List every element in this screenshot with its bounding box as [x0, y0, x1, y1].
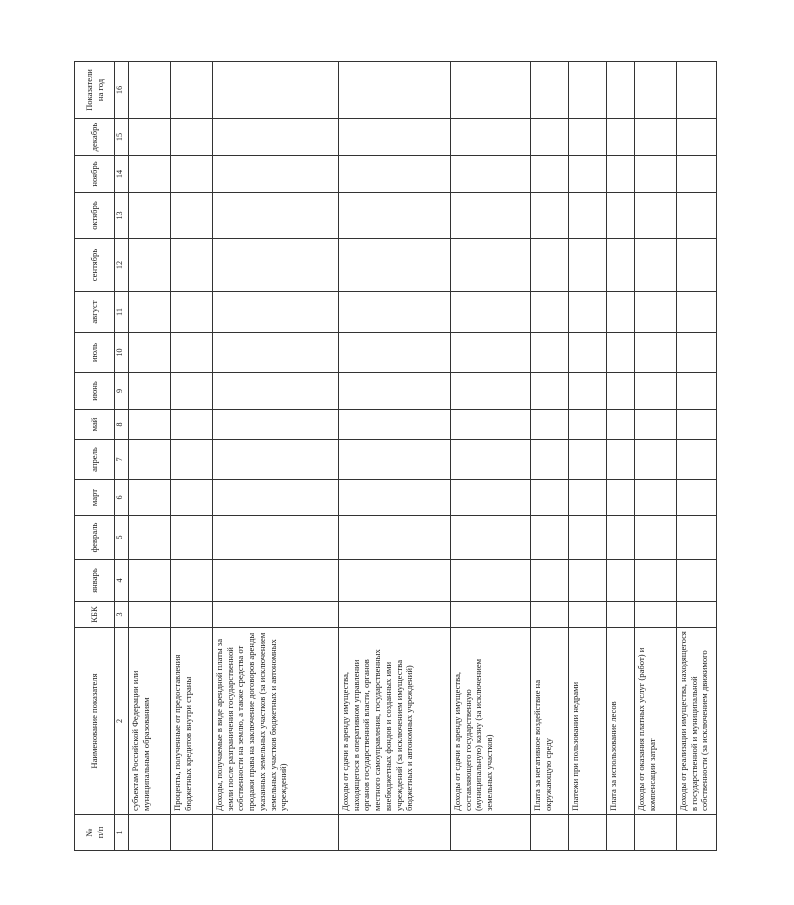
colnum: 10: [115, 333, 129, 373]
value-cell[interactable]: [339, 333, 451, 373]
value-cell[interactable]: [677, 292, 717, 333]
value-cell[interactable]: [129, 440, 171, 480]
header-month-oct: октябрь: [75, 193, 115, 239]
value-cell[interactable]: [171, 373, 213, 410]
value-cell[interactable]: [451, 239, 531, 292]
row-number-cell: [607, 815, 635, 851]
value-cell[interactable]: [213, 62, 339, 119]
value-cell[interactable]: [451, 333, 531, 373]
value-cell[interactable]: [129, 156, 171, 193]
value-cell[interactable]: [171, 239, 213, 292]
value-cell[interactable]: [129, 333, 171, 373]
colnum: 16: [115, 62, 129, 119]
table-row: [677, 62, 717, 851]
value-cell[interactable]: [129, 480, 171, 516]
value-cell[interactable]: [531, 333, 569, 373]
value-cell[interactable]: [129, 516, 171, 560]
header-name: Наименование показателя: [75, 628, 115, 815]
indicator-name-cell: Доходы от реализации имущества, находящегося в государственной и муниципальной собственности (за исключением движимого: [677, 628, 717, 815]
header-month-dec: декабрь: [75, 119, 115, 156]
rotated-table-container: [74, 62, 794, 851]
value-cell[interactable]: [531, 292, 569, 333]
header-month-jun: июнь: [75, 373, 115, 410]
value-cell[interactable]: [129, 410, 171, 440]
row-number-cell: [635, 815, 677, 851]
indicator-name-cell: Доходы, получаемые в виде арендной платы за земли после разграничения государственной собственности на землю, а также средства от продажи права на заключение договоров аренды указанных земельных участков (за исключением земельных участков бюджетных и автономных учреждений): [213, 628, 339, 815]
value-cell[interactable]: [677, 193, 717, 239]
colnum: 13: [115, 193, 129, 239]
value-cell[interactable]: [635, 193, 677, 239]
row-number-cell: [213, 815, 339, 851]
colnum: 12: [115, 239, 129, 292]
value-cell[interactable]: [635, 410, 677, 440]
value-cell[interactable]: [213, 560, 339, 602]
value-cell[interactable]: [569, 602, 607, 628]
table-row: [129, 62, 171, 851]
header-year: Показатели на год: [75, 62, 115, 119]
table-row: [339, 62, 451, 851]
row-number-cell: [129, 815, 171, 851]
colnum: 9: [115, 373, 129, 410]
value-cell[interactable]: [635, 373, 677, 410]
value-cell[interactable]: [171, 516, 213, 560]
value-cell[interactable]: [677, 156, 717, 193]
value-cell[interactable]: [635, 156, 677, 193]
value-cell[interactable]: [531, 410, 569, 440]
value-cell[interactable]: [569, 239, 607, 292]
indicator-name-cell: Платежи при пользовании недрами: [569, 628, 607, 815]
value-cell[interactable]: [129, 239, 171, 292]
colnum: 4: [115, 560, 129, 602]
value-cell[interactable]: [635, 119, 677, 156]
value-cell[interactable]: [129, 560, 171, 602]
value-cell[interactable]: [213, 156, 339, 193]
value-cell[interactable]: [339, 292, 451, 333]
value-cell[interactable]: [569, 480, 607, 516]
value-cell[interactable]: [569, 119, 607, 156]
value-cell[interactable]: [635, 516, 677, 560]
value-cell[interactable]: [451, 292, 531, 333]
colnum: 8: [115, 410, 129, 440]
value-cell[interactable]: [171, 480, 213, 516]
value-cell[interactable]: [129, 292, 171, 333]
value-cell[interactable]: [171, 560, 213, 602]
header-kbk: КБК: [75, 602, 115, 628]
value-cell[interactable]: [607, 193, 635, 239]
value-cell[interactable]: [171, 410, 213, 440]
value-cell[interactable]: [677, 62, 717, 119]
table-row: [451, 62, 531, 851]
value-cell[interactable]: [213, 193, 339, 239]
value-cell[interactable]: [339, 440, 451, 480]
value-cell[interactable]: [129, 62, 171, 119]
value-cell[interactable]: [607, 239, 635, 292]
value-cell[interactable]: [677, 440, 717, 480]
value-cell[interactable]: [531, 239, 569, 292]
value-cell[interactable]: [213, 602, 339, 628]
colnum: 1: [115, 815, 129, 851]
value-cell[interactable]: [213, 440, 339, 480]
table-row: [569, 62, 607, 851]
value-cell[interactable]: [451, 62, 531, 119]
value-cell[interactable]: [569, 62, 607, 119]
header-month-jul: июль: [75, 333, 115, 373]
value-cell[interactable]: [171, 440, 213, 480]
value-cell[interactable]: [607, 373, 635, 410]
value-cell[interactable]: [531, 516, 569, 560]
column-number-row: [115, 62, 129, 851]
value-cell[interactable]: [171, 119, 213, 156]
value-cell[interactable]: [569, 516, 607, 560]
value-cell[interactable]: [171, 602, 213, 628]
value-cell[interactable]: [677, 410, 717, 440]
value-cell[interactable]: [569, 560, 607, 602]
value-cell[interactable]: [213, 480, 339, 516]
value-cell[interactable]: [531, 119, 569, 156]
value-cell[interactable]: [339, 62, 451, 119]
value-cell[interactable]: [213, 119, 339, 156]
row-number-cell: [339, 815, 451, 851]
value-cell[interactable]: [451, 602, 531, 628]
header-month-nov: ноябрь: [75, 156, 115, 193]
table-row: [171, 62, 213, 851]
value-cell[interactable]: [339, 410, 451, 440]
header-num: № п/п: [75, 815, 115, 851]
value-cell[interactable]: [531, 193, 569, 239]
value-cell[interactable]: [607, 516, 635, 560]
header-month-aug: август: [75, 292, 115, 333]
value-cell[interactable]: [677, 119, 717, 156]
colnum: 6: [115, 480, 129, 516]
row-number-cell: [677, 815, 717, 851]
indicator-name-cell: Доходы от сдачи в аренду имущества, составляющего государственную (муниципальную) казну (за исключением земельных участков): [451, 628, 531, 815]
value-cell[interactable]: [339, 239, 451, 292]
row-number-cell: [569, 815, 607, 851]
value-cell[interactable]: [171, 193, 213, 239]
value-cell[interactable]: [213, 373, 339, 410]
value-cell[interactable]: [569, 156, 607, 193]
value-cell[interactable]: [677, 480, 717, 516]
value-cell[interactable]: [339, 602, 451, 628]
value-cell[interactable]: [607, 62, 635, 119]
value-cell[interactable]: [213, 239, 339, 292]
value-cell[interactable]: [677, 602, 717, 628]
colnum: 3: [115, 602, 129, 628]
value-cell[interactable]: [213, 292, 339, 333]
value-cell[interactable]: [129, 119, 171, 156]
value-cell[interactable]: [339, 373, 451, 410]
value-cell[interactable]: [129, 193, 171, 239]
table-row: [635, 62, 677, 851]
value-cell[interactable]: [451, 440, 531, 480]
value-cell[interactable]: [677, 239, 717, 292]
indicator-name-cell: Плата за негативное воздействие на окружающую среду: [531, 628, 569, 815]
header-month-apr: апрель: [75, 440, 115, 480]
colnum: 14: [115, 156, 129, 193]
value-cell[interactable]: [607, 410, 635, 440]
value-cell[interactable]: [213, 333, 339, 373]
header-month-sep: сентябрь: [75, 239, 115, 292]
value-cell[interactable]: [569, 292, 607, 333]
value-cell[interactable]: [635, 239, 677, 292]
budget-indicators-table: [74, 61, 717, 851]
indicator-name-cell: Доходы от сдачи в аренду имущества, находящегося в оперативном управлении органов государственной власти, органов местного самоуправления, государственных внебюджетных фондов и созданных ими учреждений (за исключением имущества бюджетных и автономных учреждений): [339, 628, 451, 815]
value-cell[interactable]: [635, 333, 677, 373]
value-cell[interactable]: [607, 602, 635, 628]
value-cell[interactable]: [635, 440, 677, 480]
table-body: [129, 62, 717, 851]
value-cell[interactable]: [171, 62, 213, 119]
row-number-cell: [171, 815, 213, 851]
value-cell[interactable]: [607, 119, 635, 156]
value-cell[interactable]: [531, 156, 569, 193]
value-cell[interactable]: [607, 156, 635, 193]
value-cell[interactable]: [607, 560, 635, 602]
value-cell[interactable]: [531, 480, 569, 516]
value-cell[interactable]: [677, 373, 717, 410]
value-cell[interactable]: [569, 333, 607, 373]
value-cell[interactable]: [677, 560, 717, 602]
value-cell[interactable]: [531, 373, 569, 410]
row-number-cell: [531, 815, 569, 851]
header-month-may: май: [75, 410, 115, 440]
value-cell[interactable]: [451, 480, 531, 516]
value-cell[interactable]: [569, 440, 607, 480]
colnum: 7: [115, 440, 129, 480]
value-cell[interactable]: [531, 560, 569, 602]
value-cell[interactable]: [635, 62, 677, 119]
value-cell[interactable]: [607, 440, 635, 480]
value-cell[interactable]: [635, 480, 677, 516]
indicator-name-cell: Плата за использование лесов: [607, 628, 635, 815]
value-cell[interactable]: [451, 410, 531, 440]
value-cell[interactable]: [451, 193, 531, 239]
value-cell[interactable]: [339, 156, 451, 193]
table-row: [213, 62, 339, 851]
value-cell[interactable]: [451, 119, 531, 156]
value-cell[interactable]: [451, 156, 531, 193]
value-cell[interactable]: [677, 333, 717, 373]
table-row: [607, 62, 635, 851]
value-cell[interactable]: [569, 410, 607, 440]
value-cell[interactable]: [171, 292, 213, 333]
header-row: [75, 62, 115, 851]
value-cell[interactable]: [635, 560, 677, 602]
value-cell[interactable]: [451, 516, 531, 560]
value-cell[interactable]: [171, 156, 213, 193]
colnum: 15: [115, 119, 129, 156]
indicator-name-cell: Проценты, полученные от предоставления бюджетных кредитов внутри страны: [171, 628, 213, 815]
value-cell[interactable]: [451, 560, 531, 602]
value-cell[interactable]: [569, 193, 607, 239]
value-cell[interactable]: [339, 480, 451, 516]
colnum: 5: [115, 516, 129, 560]
value-cell[interactable]: [213, 410, 339, 440]
value-cell[interactable]: [531, 440, 569, 480]
value-cell[interactable]: [569, 373, 607, 410]
value-cell[interactable]: [129, 373, 171, 410]
indicator-name-cell: субъектам Российской Федерации или муниципальным образованиям: [129, 628, 171, 815]
value-cell[interactable]: [339, 193, 451, 239]
value-cell[interactable]: [339, 516, 451, 560]
value-cell[interactable]: [607, 480, 635, 516]
value-cell[interactable]: [531, 602, 569, 628]
header-month-mar: март: [75, 480, 115, 516]
value-cell[interactable]: [635, 292, 677, 333]
header-month-jan: январь: [75, 560, 115, 602]
value-cell[interactable]: [339, 119, 451, 156]
value-cell[interactable]: [339, 560, 451, 602]
value-cell[interactable]: [677, 516, 717, 560]
colnum: 2: [115, 628, 129, 815]
value-cell[interactable]: [213, 516, 339, 560]
header-month-feb: февраль: [75, 516, 115, 560]
value-cell[interactable]: [607, 292, 635, 333]
value-cell[interactable]: [171, 333, 213, 373]
value-cell[interactable]: [635, 602, 677, 628]
value-cell[interactable]: [607, 333, 635, 373]
colnum: 11: [115, 292, 129, 333]
indicator-name-cell: Доходы от оказания платных услуг (работ) и компенсации затрат: [635, 628, 677, 815]
value-cell[interactable]: [129, 602, 171, 628]
value-cell[interactable]: [451, 373, 531, 410]
value-cell[interactable]: [531, 62, 569, 119]
row-number-cell: [451, 815, 531, 851]
table-row: [531, 62, 569, 851]
